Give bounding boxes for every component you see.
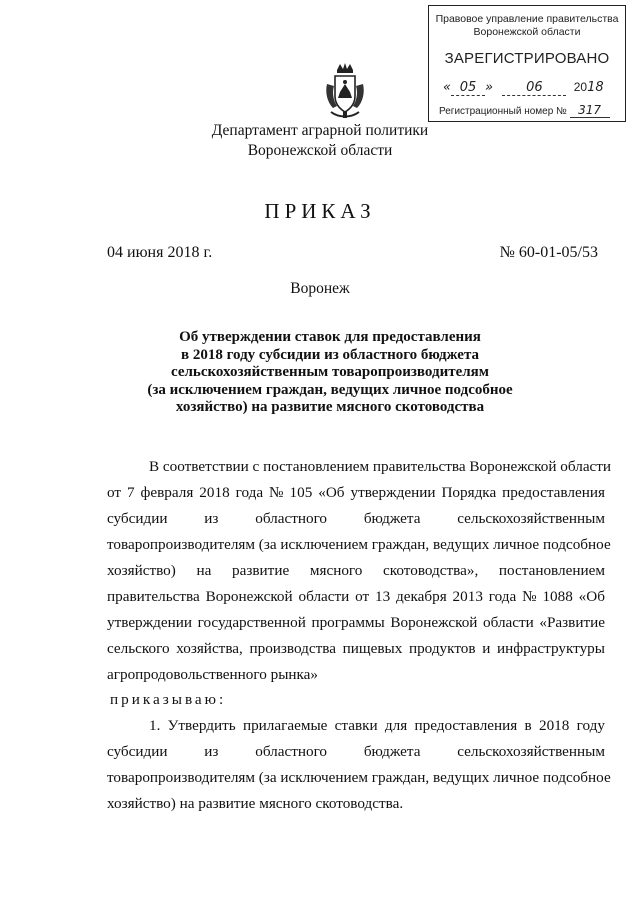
- word: 1.: [149, 717, 161, 734]
- department-name-line2: Воронежской области: [247, 142, 393, 159]
- word: «Развитие: [539, 614, 605, 631]
- word: Порядка: [441, 484, 497, 501]
- word: хозяйства,: [176, 640, 243, 657]
- word: сельского: [107, 640, 170, 657]
- word: Утвердить: [167, 717, 236, 734]
- word: утверждении: [107, 614, 192, 631]
- word: программы: [311, 614, 385, 631]
- word: прилагаемые: [242, 717, 328, 734]
- word: на: [196, 562, 212, 579]
- word: «Об: [578, 588, 605, 605]
- word: 13: [375, 588, 391, 605]
- registration-stamp: [428, 5, 626, 122]
- preamble-line: [107, 510, 605, 528]
- coat-of-arms-emblem: [323, 62, 367, 120]
- word: области: [298, 588, 350, 605]
- order-number: № 60-01-05/53: [499, 244, 598, 261]
- item1-line: [107, 769, 611, 787]
- stamp-date: [443, 80, 604, 96]
- word: В соответствии с постановлением правительства Воронежской области: [149, 458, 612, 475]
- order-date: 04 июня 2018 г.: [107, 244, 213, 261]
- word: государственной: [197, 614, 306, 631]
- word: из: [204, 510, 219, 527]
- word: мясного: [309, 562, 363, 579]
- word: производства: [249, 640, 336, 657]
- preamble-line: [107, 588, 605, 606]
- word: 7: [126, 484, 135, 501]
- word: развитие: [232, 562, 290, 579]
- stamp-year-prefix: 20: [573, 80, 588, 94]
- preamble-line: [107, 640, 605, 658]
- word: из: [204, 743, 219, 760]
- stamp-authority-line2: Воронежской области: [473, 26, 581, 38]
- stamp-day: 05: [451, 80, 485, 96]
- word: от: [355, 588, 370, 605]
- word: №: [522, 588, 537, 605]
- stamp-month: 06: [502, 80, 566, 96]
- word: Воронежской: [390, 614, 478, 631]
- subject-line: в 2018 году субсидии из областного бюджета: [180, 346, 480, 363]
- word: 2018: [538, 717, 570, 734]
- word: областного: [255, 510, 328, 527]
- word: бюджета: [363, 510, 421, 527]
- preamble-line: [149, 458, 612, 476]
- subject-line: хозяйство) на развитие мясного скотоводства: [175, 399, 485, 415]
- item1-line: хозяйство) на развитие мясного скотоводства.: [107, 795, 404, 812]
- word: предоставления: [414, 717, 518, 734]
- subject-line: сельскохозяйственным товаропроизводителям: [170, 364, 489, 380]
- item1-line: [107, 743, 605, 761]
- word: года: [235, 484, 264, 501]
- order-subject: [140, 329, 520, 417]
- word: 2013: [452, 588, 483, 605]
- stamp-registered-label: ЗАРЕГИСТРИРОВАНО: [444, 50, 610, 67]
- word: области: [483, 614, 534, 631]
- word: сельскохозяйственным: [457, 510, 605, 527]
- preamble-line: [107, 484, 605, 502]
- preamble-line: [107, 536, 611, 554]
- word: и: [482, 640, 491, 657]
- word: утверждении: [350, 484, 436, 501]
- word: пищевых: [342, 640, 403, 657]
- word: постановлением: [498, 562, 605, 579]
- word: году: [576, 717, 605, 734]
- word: №: [269, 484, 284, 501]
- word: товаропроизводителям (за исключением граждан, ведущих личное подсобное: [107, 769, 611, 786]
- word: скотоводства»,: [383, 562, 479, 579]
- word: областного: [255, 743, 328, 760]
- word: «Об: [318, 484, 345, 501]
- word: товаропроизводителям (за исключением граждан, ведущих личное подсобное: [107, 536, 611, 553]
- stamp-reg-value: 317: [570, 103, 610, 118]
- order-city: Воронеж: [290, 280, 350, 297]
- preamble-line: агропродовольственного рынка»: [107, 666, 319, 683]
- stamp-authority-line1: Правовое управление правительства: [435, 13, 619, 25]
- stamp-quote-close: »: [485, 80, 494, 95]
- stamp-reg-label: Регистрационный номер №: [439, 106, 567, 117]
- stamp-year-suffix: 18: [587, 80, 604, 95]
- word: субсидии: [107, 743, 168, 760]
- document-title: ПРИКАЗ: [264, 199, 376, 223]
- word: февраля: [140, 484, 194, 501]
- word: субсидии: [107, 510, 168, 527]
- word: 1088: [542, 588, 573, 605]
- word: правительства: [107, 588, 200, 605]
- word: Воронежской: [205, 588, 293, 605]
- word: предоставления: [502, 484, 605, 501]
- word: ставки: [334, 717, 378, 734]
- preamble-line: [107, 614, 605, 632]
- word: инфраструктуры: [496, 640, 605, 657]
- word: продуктов: [408, 640, 476, 657]
- word: года: [488, 588, 517, 605]
- word: 2018: [199, 484, 230, 501]
- word: в: [524, 717, 532, 734]
- preamble-line: [107, 562, 605, 580]
- stamp-quote-open: «: [443, 80, 452, 95]
- order-word: приказываю:: [110, 691, 227, 708]
- subject-line: Об утверждении ставок для предоставления: [179, 329, 481, 345]
- department-name-line1: Департамент аграрной политики: [211, 122, 429, 139]
- word: от: [107, 484, 122, 501]
- word: для: [384, 717, 408, 734]
- word: декабря: [396, 588, 447, 605]
- stamp-reg-number: [439, 103, 610, 118]
- item1-line: [149, 717, 605, 735]
- word: бюджета: [363, 743, 421, 760]
- word: 105: [289, 484, 313, 501]
- word: сельскохозяйственным: [457, 743, 605, 760]
- word: хозяйство): [107, 562, 176, 579]
- subject-line: (за исключением граждан, ведущих личное подсобное: [147, 381, 513, 398]
